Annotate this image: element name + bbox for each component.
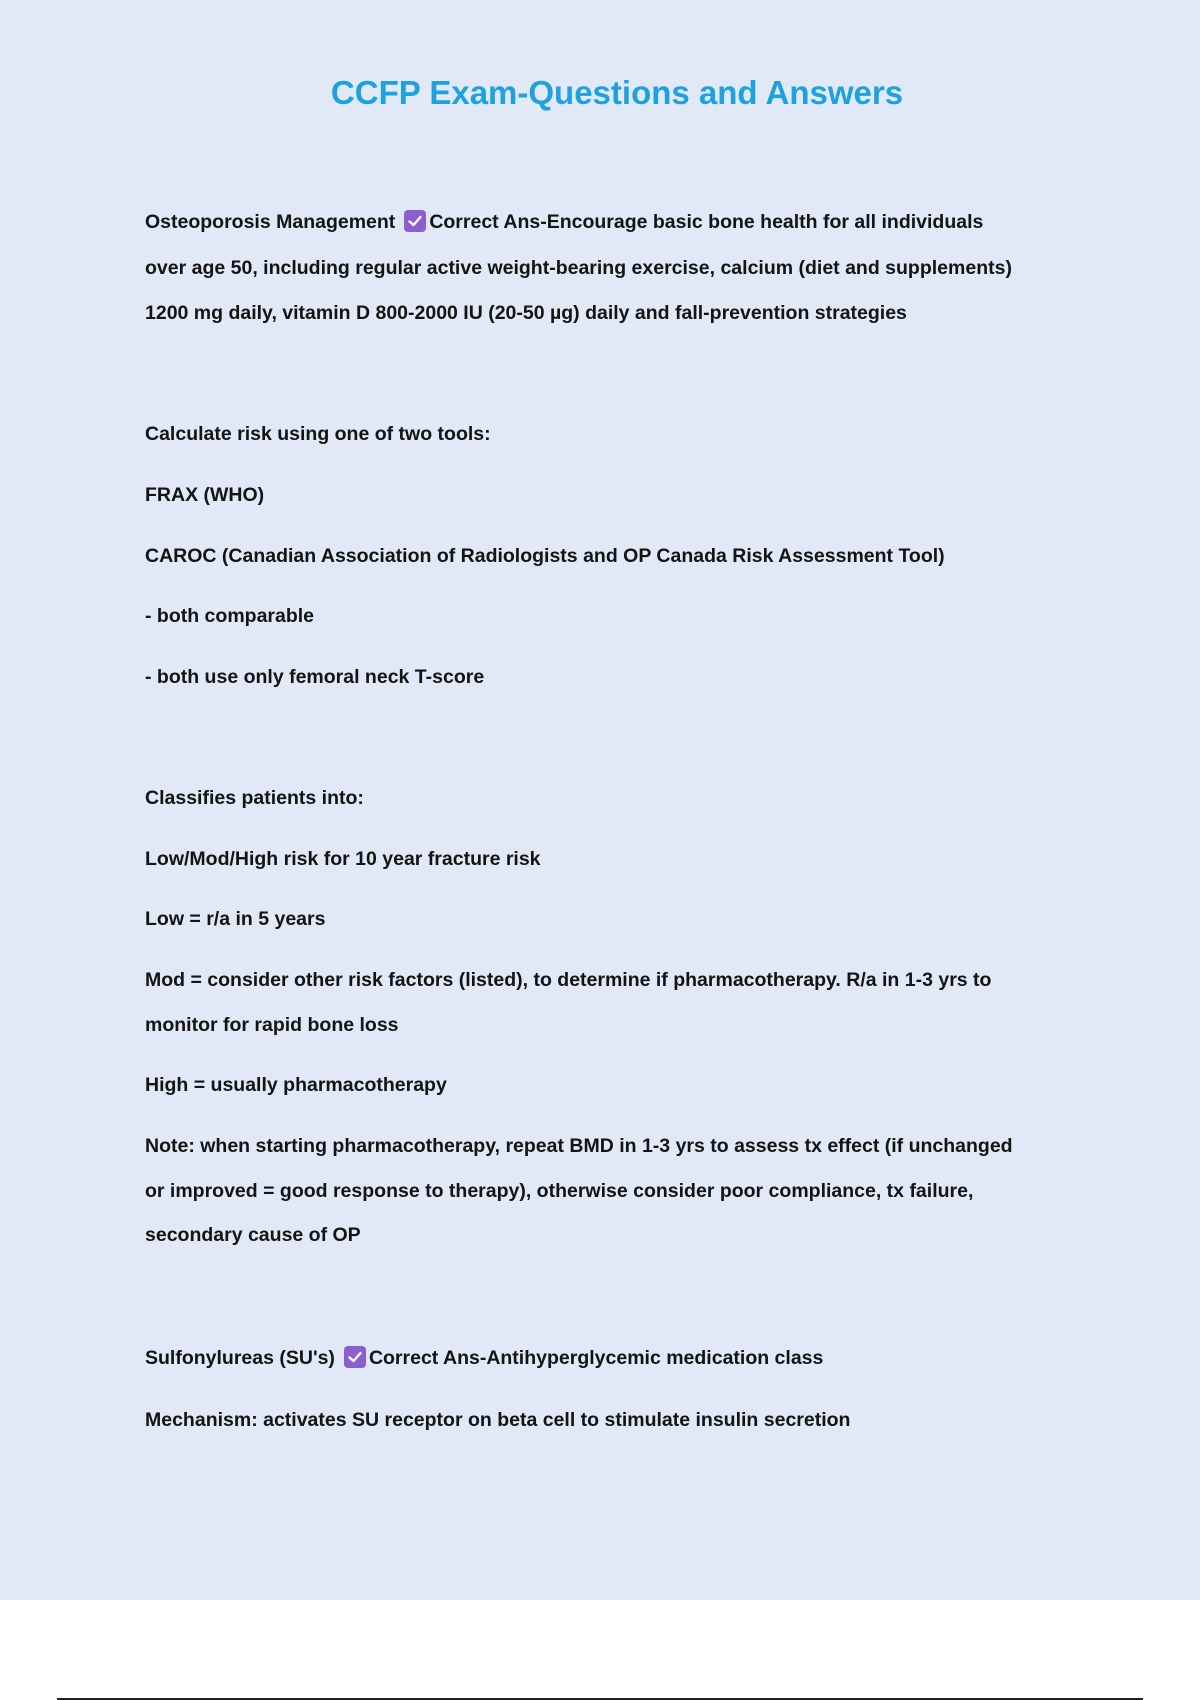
checkbox-checked-icon bbox=[344, 1346, 366, 1368]
risk-high: High = usually pharmacotherapy bbox=[145, 1074, 447, 1096]
osteoporosis-question: Osteoporosis Management bbox=[145, 211, 396, 233]
note-comparable: - both comparable bbox=[145, 605, 315, 627]
tool-caroc: CAROC (Canadian Association of Radiologists and OP Canada Risk Assessment Tool) bbox=[145, 545, 945, 567]
checkbox-checked-icon bbox=[404, 210, 426, 232]
document-title: CCFP Exam-Questions and Answers bbox=[330, 74, 904, 111]
risk-low: Low = r/a in 5 years bbox=[145, 908, 326, 930]
tool-frax: FRAX (WHO) bbox=[145, 484, 265, 506]
risk-mod-line-2: monitor for rapid bone loss bbox=[145, 1014, 399, 1036]
osteoporosis-answer-line-3: 1200 mg daily, vitamin D 800-2000 IU (20-50 µg) daily and fall-prevention strategies bbox=[145, 302, 907, 324]
osteoporosis-answer-line-2: over age 50, including regular active weight-bearing exercise, calcium (diet and supplements) bbox=[145, 257, 1012, 279]
risk-mod-line-1: Mod = consider other risk factors (listed), to determine if pharmacotherapy. R/a in 1-3 yrs to bbox=[145, 969, 992, 991]
osteoporosis-qa-line-1 bbox=[145, 209, 983, 235]
risk-intro: Calculate risk using one of two tools: bbox=[145, 423, 491, 445]
note-line-3: secondary cause of OP bbox=[145, 1224, 361, 1246]
classify-levels: Low/Mod/High risk for 10 year fracture risk bbox=[145, 848, 541, 870]
note-tscore: - both use only femoral neck T-score bbox=[145, 666, 485, 688]
note-line-2: or improved = good response to therapy), otherwise consider poor compliance, tx failure, bbox=[145, 1180, 974, 1202]
sulfonylureas-mechanism: Mechanism: activates SU receptor on beta cell to stimulate insulin secretion bbox=[145, 1409, 851, 1431]
sulfonylureas-answer: Correct Ans-Antihyperglycemic medication class bbox=[368, 1347, 824, 1369]
sulfonylureas-qa-line bbox=[145, 1345, 823, 1371]
osteoporosis-answer-line-1: Correct Ans-Encourage basic bone health for all individuals bbox=[429, 211, 984, 233]
classify-intro: Classifies patients into: bbox=[145, 787, 364, 809]
note-line-1: Note: when starting pharmacotherapy, repeat BMD in 1-3 yrs to assess tx effect (if unchanged bbox=[145, 1135, 1013, 1157]
sulfonylureas-question: Sulfonylureas (SU's) bbox=[145, 1347, 335, 1369]
